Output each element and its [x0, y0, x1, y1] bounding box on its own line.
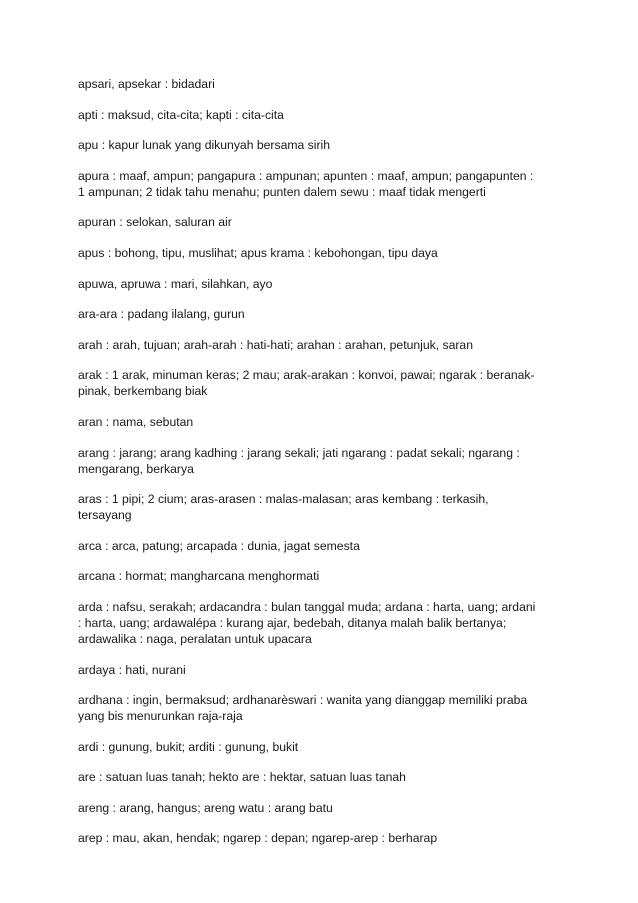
entry-apti: apti : maksud, cita-cita; kapti : cita-cita — [78, 107, 284, 122]
entry-arda: arda : nafsu, serakah; ardacandra : bulan tanggal muda; ardana : harta, uang; ardani : harta, uang; ardawalépa : kurang ajar, bedebah, ditanya malah balik bertanya; ardawalika : naga, peralatan untuk upacara — [78, 599, 536, 646]
entry-apus: apus : bohong, tipu, muslihat; apus krama : kebohongan, tipu daya — [78, 245, 438, 260]
entry-ardi: ardi : gunung, bukit; arditi : gunung, bukit — [78, 739, 299, 754]
entry-aras: aras : 1 pipi; 2 cium; aras-arasen : malas-malasan; aras kembang : terkasih, tersayang — [78, 492, 489, 523]
entry-ardhana: ardhana : ingin, bermaksud; ardhanarèswari : wanita yang dianggap memiliki praba yang bis menurunkan raja-raja — [78, 693, 528, 724]
entry-ardaya: ardaya : hati, nurani — [78, 662, 186, 677]
entry-arcana: arcana : hormat; mangharcana menghormati — [78, 569, 320, 584]
entry-arah: arah : arah, tujuan; arah-arah : hati-hati; arahan : arahan, petunjuk, saran — [78, 337, 473, 352]
entry-apsari: apsari, apsekar : bidadari — [78, 77, 215, 91]
document-page — [78, 76, 564, 861]
entry-ara-ara: ara-ara : padang ilalang, gurun — [78, 307, 245, 322]
entry-arca: arca : arca, patung; arcapada : dunia, jagat semesta — [78, 538, 360, 553]
entry-arang: arang : jarang; arang kadhing : jarang sekali; jati ngarang : padat sekali; ngarang : mengarang, berkarya — [78, 445, 520, 476]
entry-apu: apu : kapur lunak yang dikunyah bersama sirih — [78, 138, 331, 153]
entry-areng: areng : arang, hangus; areng watu : arang batu — [78, 800, 333, 815]
entry-are: are : satuan luas tanah; hekto are : hektar, satuan luas tanah — [78, 770, 406, 785]
entry-apuran: apuran : selokan, saluran air — [78, 215, 232, 230]
entry-apuwa: apuwa, apruwa : mari, silahkan, ayo — [78, 276, 273, 291]
entry-arak: arak : 1 arak, minuman keras; 2 mau; arak-arakan : konvoi, pawai; ngarak : beranak- pinak, berkembang biak — [78, 368, 535, 399]
entry-arep: arep : mau, akan, hendak; ngarep : depan; ngarep-arep : berharap — [78, 831, 438, 846]
entry-aran: aran : nama, sebutan — [78, 414, 194, 429]
entry-apura: apura : maaf, ampun; pangapura : ampunan; apunten : maaf, ampun; pangapunten : 1 ampunan; 2 tidak tahu menahu; punten dalem sewu : maaf tidak mengerti — [78, 168, 534, 199]
